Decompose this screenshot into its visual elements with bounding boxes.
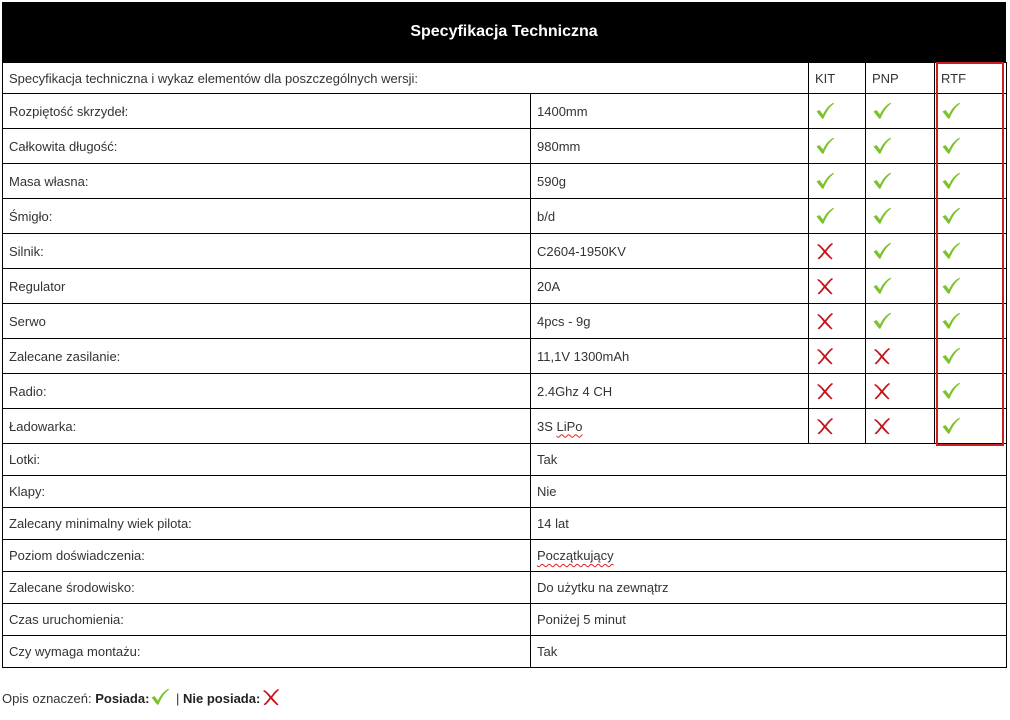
column-header-rtf: RTF [935, 63, 1007, 94]
availability-kit [809, 164, 866, 199]
cross-icon [872, 382, 892, 400]
spec-value-underlined: LiPo [556, 418, 583, 434]
availability-pnp [866, 339, 935, 374]
spec-label: Silnik: [3, 234, 531, 269]
spec-container [2, 2, 1006, 668]
availability-rtf [935, 199, 1007, 234]
cross-icon [815, 417, 835, 435]
cross-icon [815, 347, 835, 365]
spec-title: Specyfikacja Techniczna [2, 2, 1006, 62]
legend-separator: | [172, 691, 184, 706]
cross-icon [872, 347, 892, 365]
cross-icon [872, 417, 892, 435]
availability-rtf [935, 304, 1007, 339]
check-icon [941, 417, 961, 435]
spec-table-body [3, 63, 1007, 668]
spec-label: Zalecane zasilanie: [3, 339, 531, 374]
check-icon [815, 207, 835, 225]
spec-value: 2.4Ghz 4 CH [531, 374, 809, 409]
check-icon [872, 277, 892, 295]
spec-label: Zalecany minimalny wiek pilota: [3, 508, 531, 540]
column-header-kit: KIT [809, 63, 866, 94]
spec-value: b/d [531, 199, 809, 234]
check-icon [941, 137, 961, 155]
spec-label: Ładowarka: [3, 409, 531, 444]
general-spec-row [3, 604, 1007, 636]
legend-has-label: Posiada: [95, 691, 150, 706]
spec-table [2, 62, 1007, 668]
spec-label: Czy wymaga montażu: [3, 636, 531, 668]
check-icon [815, 137, 835, 155]
version-spec-row [3, 269, 1007, 304]
spec-value: Tak [531, 444, 1007, 476]
version-spec-row [3, 199, 1007, 234]
cross-icon [261, 688, 281, 706]
availability-pnp [866, 234, 935, 269]
availability-rtf [935, 234, 1007, 269]
availability-rtf [935, 269, 1007, 304]
cross-icon [815, 277, 835, 295]
spec-value-text: 3S [537, 418, 557, 434]
version-spec-row [3, 164, 1007, 199]
spec-value: 14 lat [531, 508, 1007, 540]
spec-value: 590g [531, 164, 809, 199]
spec-value: Poniżej 5 minut [531, 604, 1007, 636]
availability-rtf [935, 374, 1007, 409]
spec-label: Klapy: [3, 476, 531, 508]
cross-icon [815, 312, 835, 330]
spec-value: C2604-1950KV [531, 234, 809, 269]
spec-label: Lotki: [3, 444, 531, 476]
spec-value: 980mm [531, 129, 809, 164]
check-icon [941, 242, 961, 260]
general-spec-row [3, 508, 1007, 540]
spec-value-underlined: Początkujący [537, 548, 614, 563]
version-spec-row [3, 304, 1007, 339]
availability-pnp [866, 374, 935, 409]
availability-kit [809, 199, 866, 234]
availability-kit [809, 94, 866, 129]
legend-not-has-label: Nie posiada: [183, 691, 261, 706]
availability-kit [809, 269, 866, 304]
cross-icon [815, 242, 835, 260]
availability-rtf [935, 164, 1007, 199]
spec-label: Regulator [3, 269, 531, 304]
check-icon [872, 242, 892, 260]
versions-header-label: Specyfikacja techniczna i wykaz elementów dla poszczególnych wersji: [3, 63, 809, 94]
availability-kit [809, 234, 866, 269]
spec-value: Do użytku na zewnątrz [531, 572, 1007, 604]
check-icon [150, 688, 170, 706]
check-icon [941, 382, 961, 400]
availability-pnp [866, 164, 935, 199]
version-spec-row [3, 409, 1007, 444]
availability-rtf [935, 409, 1007, 444]
spec-value: 4pcs - 9g [531, 304, 809, 339]
check-icon [941, 102, 961, 120]
spec-label: Serwo [3, 304, 531, 339]
version-spec-row [3, 129, 1007, 164]
general-spec-row [3, 540, 1007, 572]
availability-rtf [935, 129, 1007, 164]
availability-rtf [935, 94, 1007, 129]
check-icon [872, 207, 892, 225]
spec-label: Zalecane środowisko: [3, 572, 531, 604]
check-icon [872, 312, 892, 330]
check-icon [941, 207, 961, 225]
general-spec-row [3, 636, 1007, 668]
availability-pnp [866, 199, 935, 234]
spec-label: Poziom doświadczenia: [3, 540, 531, 572]
availability-pnp [866, 304, 935, 339]
check-icon [872, 102, 892, 120]
availability-kit [809, 409, 866, 444]
general-spec-row [3, 572, 1007, 604]
column-header-pnp: PNP [866, 63, 935, 94]
availability-kit [809, 339, 866, 374]
check-icon [815, 102, 835, 120]
spec-value: Tak [531, 636, 1007, 668]
spec-label: Śmigło: [3, 199, 531, 234]
version-spec-row [3, 339, 1007, 374]
legend [2, 688, 283, 706]
availability-kit [809, 374, 866, 409]
check-icon [941, 347, 961, 365]
spec-label: Radio: [3, 374, 531, 409]
spec-value: 11,1V 1300mAh [531, 339, 809, 374]
check-icon [941, 277, 961, 295]
spec-label: Masa własna: [3, 164, 531, 199]
cross-icon [815, 382, 835, 400]
check-icon [872, 172, 892, 190]
spec-label: Rozpiętość skrzydeł: [3, 94, 531, 129]
version-spec-row [3, 234, 1007, 269]
check-icon [872, 137, 892, 155]
availability-pnp [866, 269, 935, 304]
version-spec-row [3, 374, 1007, 409]
availability-rtf [935, 339, 1007, 374]
general-spec-row [3, 444, 1007, 476]
availability-kit [809, 129, 866, 164]
check-icon [815, 172, 835, 190]
version-spec-row [3, 94, 1007, 129]
spec-label: Czas uruchomienia: [3, 604, 531, 636]
spec-value: 20A [531, 269, 809, 304]
availability-pnp [866, 409, 935, 444]
spec-value: Nie [531, 476, 1007, 508]
availability-kit [809, 304, 866, 339]
spec-value: 1400mm [531, 94, 809, 129]
availability-pnp [866, 129, 935, 164]
versions-header-row [3, 63, 1007, 94]
spec-value [531, 409, 809, 444]
general-spec-row [3, 476, 1007, 508]
spec-value [531, 540, 1007, 572]
spec-label: Całkowita długość: [3, 129, 531, 164]
check-icon [941, 172, 961, 190]
legend-prefix: Opis oznaczeń: [2, 691, 96, 706]
check-icon [941, 312, 961, 330]
availability-pnp [866, 94, 935, 129]
